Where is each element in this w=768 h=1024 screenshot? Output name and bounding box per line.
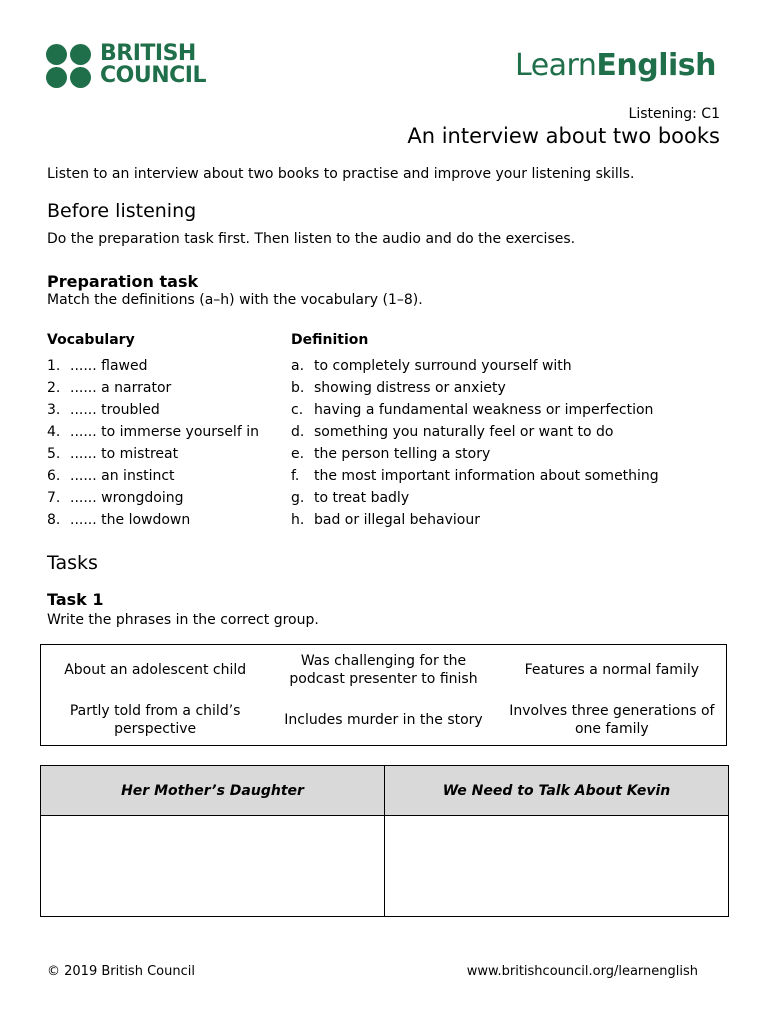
vocabulary-item: 4. ...... to immerse yourself in [47, 424, 259, 440]
definition-item: h. bad or illegal behaviour [291, 512, 480, 528]
page-title: An interview about two books [407, 124, 720, 148]
definition-heading: Definition [291, 332, 369, 348]
tasks-heading: Tasks [47, 552, 98, 574]
vocabulary-item: 6. ...... an instinct [47, 468, 175, 484]
definition-item: f. the most important information about something [291, 468, 659, 484]
footer-copyright: © 2019 British Council [47, 964, 195, 979]
group-header-we-need-to-talk-about-kevin: We Need to Talk About Kevin [385, 766, 729, 816]
british-council-dots-icon [46, 44, 94, 90]
vocabulary-item: 7. ...... wrongdoing [47, 490, 184, 506]
task1-heading: Task 1 [47, 590, 104, 609]
task1-instructions: Write the phrases in the correct group. [47, 612, 319, 628]
vocabulary-item: 2. ...... a narrator [47, 380, 172, 396]
footer-url[interactable]: www.britishcouncil.org/learnenglish [466, 964, 698, 979]
learnenglish-logo: LearnEnglish [515, 48, 716, 83]
phrase-item: Involves three generations of one family [509, 703, 715, 737]
answer-cell-we-need-to-talk-about-kevin[interactable] [385, 816, 729, 917]
before-listening-text: Do the preparation task first. Then listen to the audio and do the exercises. [47, 231, 576, 247]
british-council-logo [46, 41, 216, 90]
definition-item: g. to treat badly [291, 490, 410, 506]
group-header-her-mothers-daughter: Her Mother’s Daughter [41, 766, 385, 816]
phrase-item: Includes murder in the story [284, 712, 483, 728]
phrase-item: Partly told from a child’s perspective [69, 703, 241, 737]
vocabulary-list [47, 355, 259, 531]
intro-text: Listen to an interview about two books to practise and improve your listening skills. [47, 166, 635, 182]
definition-item: d. something you naturally feel or want to do [291, 424, 614, 440]
vocabulary-item: 3. ...... troubled [47, 402, 160, 418]
phrase-bank [40, 644, 727, 746]
definition-item: b. showing distress or anxiety [291, 380, 506, 396]
preparation-task-instructions: Match the definitions (a–h) with the vocabulary (1–8). [47, 292, 423, 308]
definition-item: a. to completely surround yourself with [291, 358, 572, 374]
answer-cell-her-mothers-daughter[interactable] [41, 816, 385, 917]
definition-list [291, 355, 659, 531]
vocabulary-heading: Vocabulary [47, 332, 135, 348]
british-council-wordmark: BRITISH COUNCIL [100, 41, 206, 88]
level-label: Listening: C1 [628, 106, 720, 122]
definition-item: c. having a fundamental weakness or imperfection [291, 402, 654, 418]
before-listening-heading: Before listening [47, 200, 197, 222]
phrase-item: Features a normal family [524, 662, 700, 678]
vocabulary-item: 1. ...... flawed [47, 358, 148, 374]
vocabulary-item: 8. ...... the lowdown [47, 512, 191, 528]
phrase-item: About an adolescent child [64, 662, 247, 678]
grouping-table [40, 765, 729, 917]
vocabulary-item: 5. ...... to mistreat [47, 446, 179, 462]
definition-item: e. the person telling a story [291, 446, 491, 462]
phrase-item: Was challenging for the podcast presenter to finish [289, 653, 478, 687]
preparation-task-heading: Preparation task [47, 272, 199, 291]
